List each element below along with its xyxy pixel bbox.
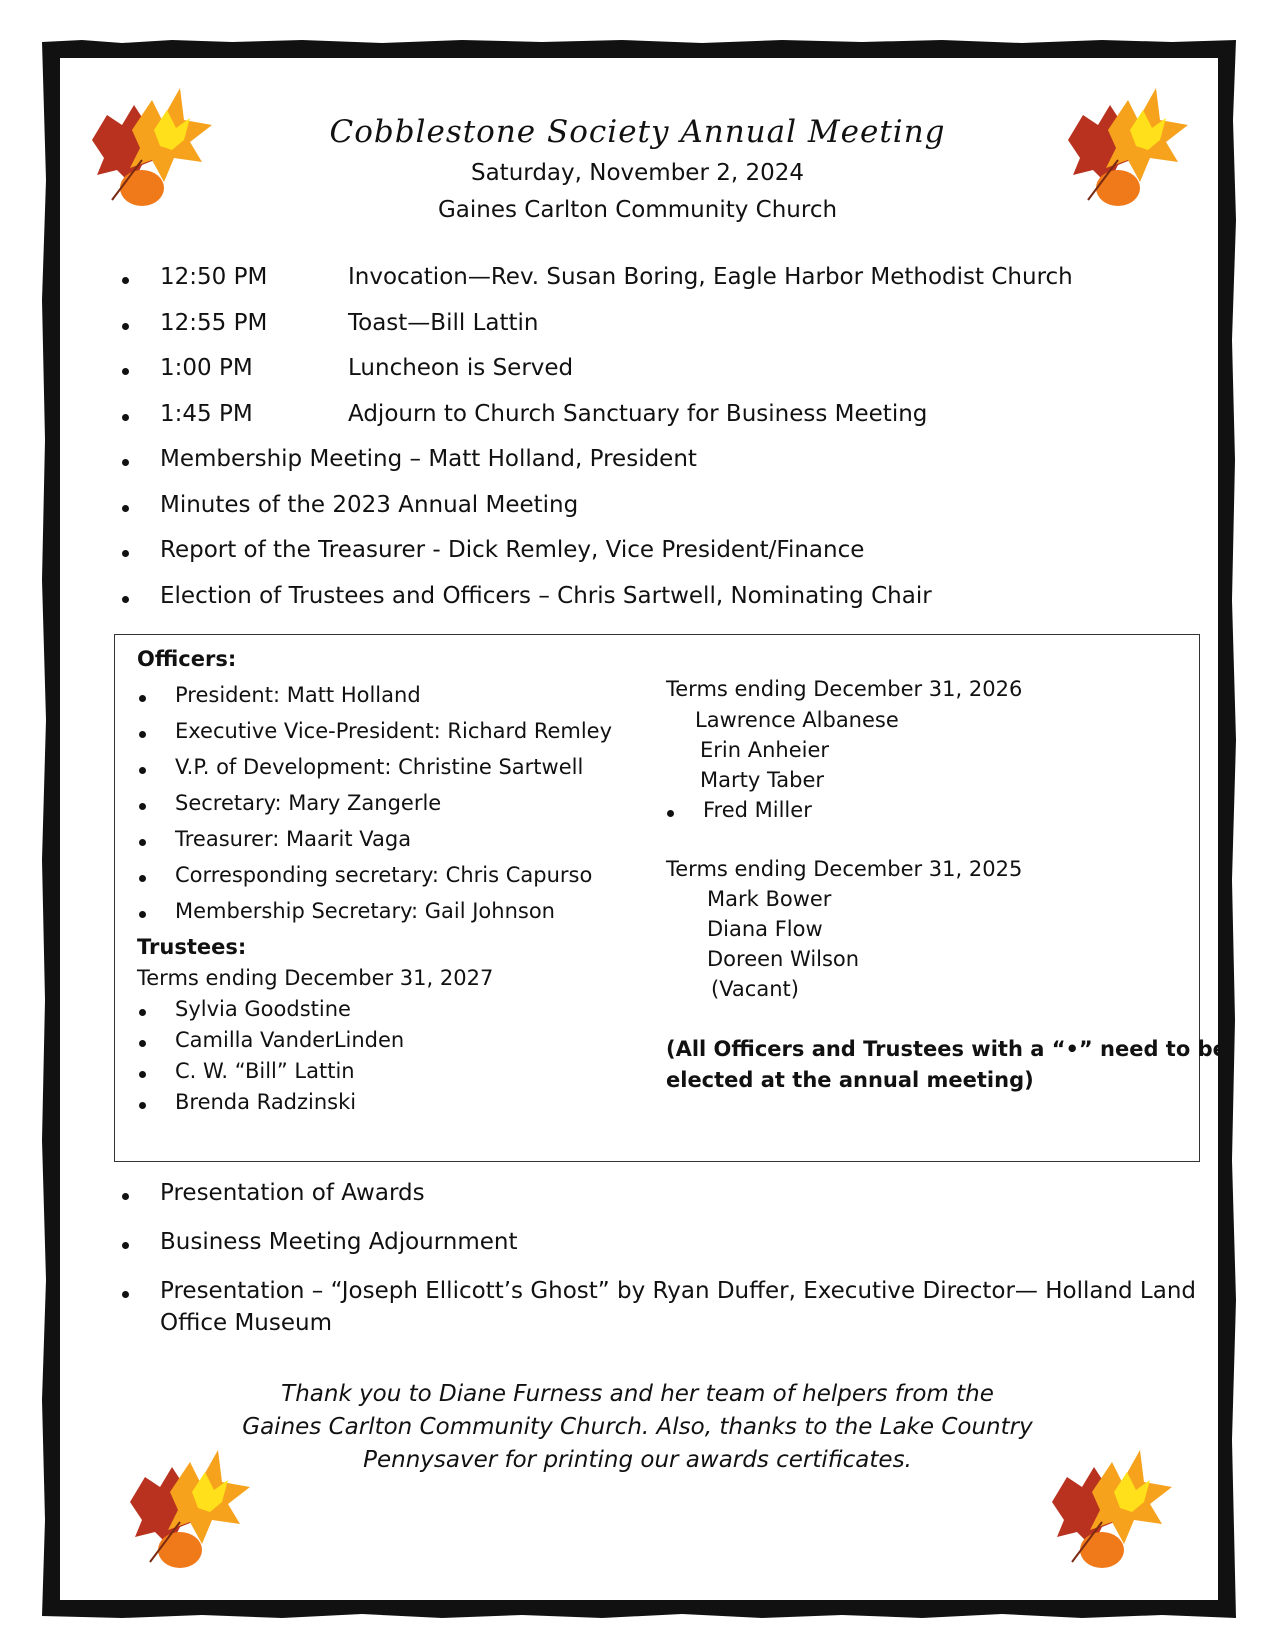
trustee-item: Fred Miller <box>703 798 812 822</box>
officer-item: Executive Vice-President: Richard Remley <box>175 719 613 743</box>
terms-heading: Terms ending December 31, 2026 <box>666 677 1023 701</box>
page-title: Cobblestone Society Annual Meeting <box>329 114 946 150</box>
meeting-date: Saturday, November 2, 2024 <box>470 160 805 186</box>
trustees-heading: Trustees: <box>137 935 247 959</box>
trustee-item: (Vacant) <box>711 977 799 1001</box>
trustee-item: Erin Anheier <box>700 738 830 762</box>
ballot-note: elected at the annual meeting) <box>666 1068 1034 1092</box>
trustee-item: Diana Flow <box>707 917 823 941</box>
terms-heading: Terms ending December 31, 2027 <box>137 966 494 990</box>
trustee-item: C. W. “Bill” Lattin <box>175 1059 355 1083</box>
officer-item: Secretary: Mary Zangerle <box>175 791 442 815</box>
ballot-box <box>114 634 1227 1162</box>
trustee-item: Camilla VanderLinden <box>175 1028 405 1052</box>
trustee-item: Marty Taber <box>700 768 825 792</box>
ballot-note: (All Officers and Trustees with a “•” need to be <box>666 1037 1227 1061</box>
meeting-venue: Gaines Carlton Community Church <box>437 197 838 223</box>
terms-heading: Terms ending December 31, 2025 <box>666 857 1023 881</box>
trustee-item: Doreen Wilson <box>707 947 860 971</box>
officer-item: President: Matt Holland <box>175 683 421 707</box>
thanks-line: Pennysaver for printing our awards certificates. <box>363 1447 912 1473</box>
trustee-item: Lawrence Albanese <box>695 708 899 732</box>
officer-item: Membership Secretary: Gail Johnson <box>175 899 555 923</box>
officers-heading: Officers: <box>137 647 237 671</box>
thanks-line: Gaines Carlton Community Church. Also, thanks to the Lake Country <box>242 1414 1033 1440</box>
thanks-line: Thank you to Diane Furness and her team of helpers from the <box>281 1381 994 1407</box>
trustee-item: Mark Bower <box>707 887 832 911</box>
trustee-item: Sylvia Goodstine <box>175 997 351 1021</box>
officer-item: V.P. of Development: Christine Sartwell <box>175 755 584 779</box>
officer-item: Corresponding secretary: Chris Capurso <box>175 863 593 887</box>
trustee-item: Brenda Radzinski <box>175 1090 357 1114</box>
officer-item: Treasurer: Maarit Vaga <box>175 827 412 851</box>
